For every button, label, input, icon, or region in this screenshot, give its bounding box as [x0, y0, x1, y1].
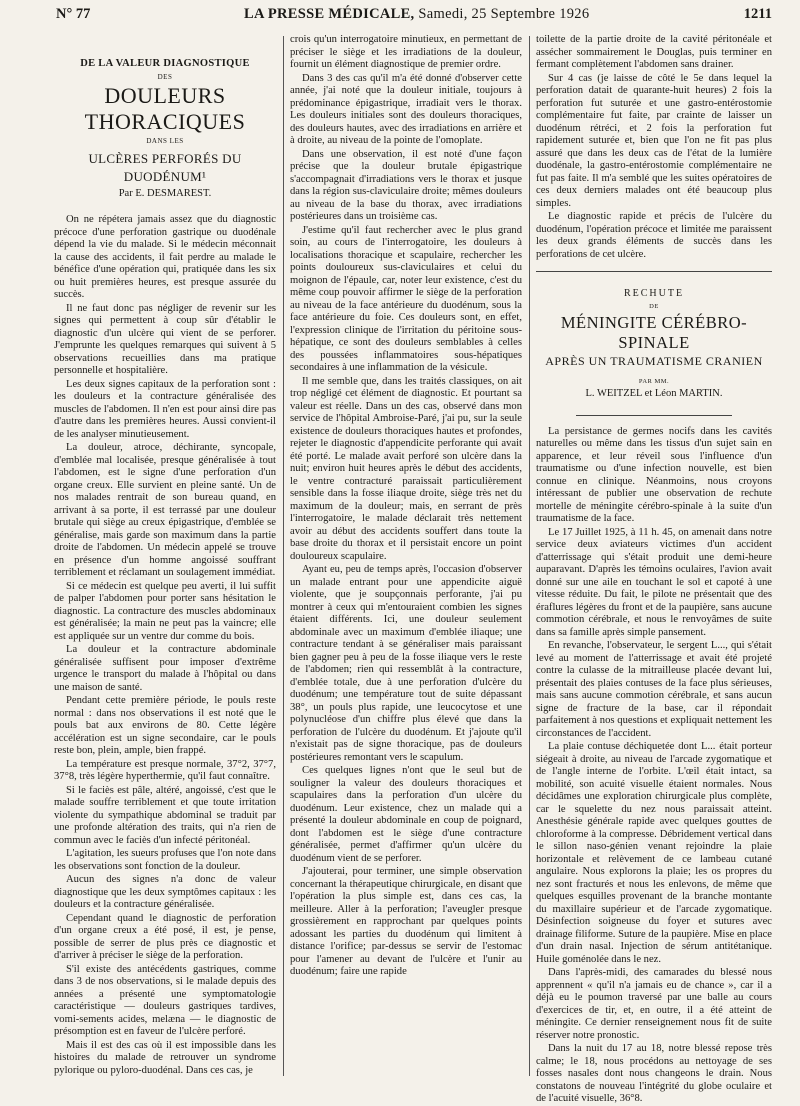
paragraph: Dans une observation, il est noté d'une façon précise que la douleur brutale épigastrique s'accompagnait d'irradiations vers le thorax et jusque dans la région sus-claviculaire droite; mêmes douleurs au niveau de la base du thorax, avec irradiations postérieures dans un troisième cas.	[290, 148, 522, 222]
article2-title: MÉNINGITE CÉRÉBRO-SPINALE	[560, 313, 748, 352]
article2-body	[536, 426, 772, 1106]
paragraph: On ne répétera jamais assez que du diagnostic précoce d'une perforation gastrique ou duodénale dépend la vie du malade. Si le médecin méconnait la cause des accidents, il fait perdre au malade le bénéfice d'une opération qui, pratiquée dans les six ou huit premières heures, est presque assurée du succès.	[54, 214, 276, 300]
section-divider	[536, 271, 772, 272]
page-number: 1211	[743, 6, 772, 22]
paragraph: crois qu'un interrogatoire minutieux, en permettant de préciser le siège et les irradiations de la douleur, fournit un élément diagnostique de premier ordre.	[290, 34, 522, 70]
paragraph: Si le faciès est pâle, altéré, angoissé, c'est que le malade souffre terriblement et que toute irritation violente du sympathique abdominal se traduit par une profonde altération des traits, qui n'a rien de commun avec le faciès d'un infecté péritonéal.	[54, 784, 276, 846]
paragraph: Ayant eu, peu de temps après, l'occasion d'observer un malade entrant pour une appendicite aiguë violente, que je soupçonnais perforante, j'ai pu montrer à ceux qui m'entouraient combien les signes étaient différents. Ici, une douleur seulement abdominale avec un maximum d'emblée iliaque; une contracture tendant à se généraliser mais paraissant bien gagner peu à peu de la fosse iliaque vers le reste de l'abdomen; rien qui ressemblât à la contracture, d'emblée totale, due à une perforation d'ulcère du duodénum; une température tout de suite dépassant 38°, un pouls plus rapide, une leucocytose et une polynucléose d'un chiffre plus élevé que dans la perforation de l'ulcère du duodénum. Et j'ajoute qu'il n'existait pas de signe thoracique, pas de douleurs postérieures remontant vers le scapulum.	[290, 564, 522, 763]
paragraph: La température est presque normale, 37°2, 37°7, 37°8, très légère hyperthermie, qu'il faut connaître.	[54, 758, 276, 782]
column-2	[290, 34, 522, 1074]
article-body-continued	[290, 34, 522, 979]
article-des: DES	[157, 72, 173, 81]
paragraph: La douleur, atroce, déchirante, syncopale, d'emblée mal localisée, presque généralisée à tout l'abdomen, est le signe d'une perforation d'un organe creux. Elle survient en pleine santé. Un de nos malades rentrait de son bureau quand, en arrivant à sa porte, il est terrassé par une douleur brutale qui siège au creux épigastrique, d'emblée se généralise, mais garde son maximum dans la partie droite de l'abdomen. Un médecin appelé se trouve en présence d'un homme angoissé souffrant terriblement et réclamant un soulagement immédiat.	[54, 442, 276, 578]
paragraph: Mais il est des cas où il est impossible dans les histoires du malade de retrouver un syndrome pylorique ou pyloro-duodénal. Dans ces cas, je	[54, 1039, 276, 1076]
paragraph: Aucun des signes n'a donc de valeur diagnostique que les deux symptômes capitaux : les douleurs et la contracture généralisée.	[54, 874, 276, 910]
issue-date: Samedi, 25 Septembre 1926	[414, 6, 590, 22]
article-author: Par E. DESMAREST.	[118, 187, 212, 199]
paragraph: Pendant cette première période, le pouls reste normal : dans nos observations il est noté que le pouls bat aux environs de 80. Cette légère accélération est un signe secondaire, car le pouls reste bon, plein, ample, bien frappé.	[54, 695, 276, 756]
article2-authors: L. WEITZEL et Léon MARTIN.	[585, 388, 723, 399]
paragraph: En revanche, l'observateur, le sergent L..., qui s'était levé au moment de l'atterrissage et avait été projeté contre la culasse de la mitrailleuse placée devant lui, présentait des plaies contuses de la face plus sérieuses, mais sans aucune commotion cérébrale, et sans aucun signe de fracture de la base, car il répondait parfaitement à nos questions et expliquait nettement les circonstances de l'accident.	[536, 640, 772, 739]
column-3	[536, 34, 772, 1104]
paragraph: Ces quelques lignes n'ont que le seul but de souligner la valeur des douleurs thoraciques et scapulaires dans la perforation d'un ulcère du duodénum. Leur existence, chez un malade qui a présenté la douleur abdominale en coup de poignard, dont l'abdomen est le siège d'une contracture généralisée, permet d'affirmer qu'un ulcère du duodénum vient de se perforer.	[290, 765, 522, 864]
paragraph: Il me semble que, dans les traités classiques, on ait trop négligé cet élément de diagnostic. Et pourtant sa valeur est réelle. Dans un des cas, observé dans mon service de l'hôpital Ambroise-Paré, j'ai pu, sur la seule existence de douleurs thoraciques hautes et profondes, rejeter le diagnostic d'appendicite perforante qui avait été porté. Le malade avait perforé son ulcère dans la nuit; environ huit heures après le début des accidents, le ventre contracturé paraissait particulièrement sensible dans la fosse iliaque droite, siège très net du maximum de la douleur; mais, en serrant de près l'interrogatoire, le malade déclarait très nettement avoir au début des accidents souffert dans toute la base droite du thorax et il persistait encore un point douloureux scapulaire.	[290, 375, 522, 562]
paragraph: La douleur et la contracture abdominale généralisée suffisent pour imposer d'extrême urgence le transport du malade à l'hôpital ou dans une maison de santé.	[54, 644, 276, 693]
paragraph: Dans l'après-midi, des camarades du blessé nous apprennent « qu'il n'a jamais eu de chance », car il a déjà eu le poumon traversé par une balle au cours d'exercices de tir, et, en outre, il a été atteint de méningite. Ce dernier renseignement nous fit de suite réserver notre pronostic.	[536, 967, 772, 1041]
paragraph: S'il existe des antécédents gastriques, comme dans 3 de nos observations, si le malade depuis des années a présenté une symptomatologie caractéristique — douleurs gastriques tardives, vomi-sements acides, melæna — le diagnostic de présomption est en faveur de l'ulcère perforé.	[54, 963, 276, 1037]
paragraph: Il ne faut donc pas négliger de revenir sur les signes qui permettent à coup sûr d'établir le diagnostic d'un ulcère qui vient de se perforer. J'emprunte les quelques remarques qui suivent à 5 observations recueillies dans ma pratique personnelle et hospitalière.	[54, 302, 276, 376]
paragraph: Dans 3 des cas qu'il m'a été donné d'observer cette année, j'ai noté que la douleur initiale, toujours à prédominance épigastrique, irradiait vers le thorax. Les douleurs initiales sont des douleurs thoraciques, des douleurs hautes, avec des irradiations en arrière et à droite, au niveau de la pointe de l'omoplate.	[290, 72, 522, 146]
page-header	[56, 6, 772, 24]
paragraph: Les deux signes capitaux de la perforation sont : les douleurs et la contracture généralisée des muscles de l'abdomen. Il n'en est pour ainsi dire pas d'autre dans les premières heures. Aussi convient-il de les analyser minutieusement.	[54, 378, 276, 440]
journal-title	[244, 6, 589, 23]
journal-name: LA PRESSE MÉDICALE,	[244, 6, 415, 22]
article-conclusion	[536, 34, 772, 261]
paragraph: toilette de la partie droite de la cavité péritonéale et assécher sommairement le Douglas, puis terminer en fermant complètement l'abdomen sans drainer.	[536, 34, 772, 70]
article2-kicker: RECHUTE	[623, 288, 685, 299]
paragraph: L'agitation, les sueurs profuses que l'on note dans les observations sont fonction de la douleur.	[54, 848, 276, 872]
article-title: DOULEURS THORACIQUES	[84, 83, 246, 134]
paragraph: Sur 4 cas (je laisse de côté le 5e dans lequel la perforation datait de quarante-huit heures) 2 fois la perforation fut suturée et une gastro-entérostomie complémentaire fut faite, par crainte de laisser un duodénum rétréci, et 2 fois la perforation fut rapidement suturée et, bien que l'on ne fit pas plus assuré que dans les deux cas de l'état de la lumière duodénale, la gastro-entérostomie complémentaire ne fut pas faite. Il m'a semblé que les suites opératoires de ces deux derniers malades ont été beaucoup plus simples.	[536, 72, 772, 209]
column-divider	[529, 36, 530, 1076]
paragraph: Le diagnostic rapide et précis de l'ulcère du duodénum, l'opération précoce et limitée me paraissent les deux grands éléments de succès dans les perforations de cet ulcère.	[536, 211, 772, 260]
issue-number: N° 77	[56, 6, 91, 22]
paragraph: Si ce médecin est quelque peu averti, il lui suffit de palper l'abdomen pour porter sans hésitation le diagnostic. La contracture des muscles abdominaux est généralisée; la main ne peut pas la vaincre; elle est appliquée sur un ventre dur comme du bois.	[54, 580, 276, 642]
article-dans-les: DANS LES	[146, 137, 184, 145]
article-subtitle: ULCÈRES PERFORÉS DU DUODÉNUM¹	[88, 150, 242, 184]
column-divider	[283, 36, 284, 1076]
paragraph: Cependant quand le diagnostic de perforation d'un organe creux a été posé, il est, je pense, possible de serrer de plus près ce diagnostic et d'arriver à préciser le siège de la perforation.	[54, 912, 276, 961]
article-body	[54, 214, 276, 1077]
article2-par-mm: PAR MM.	[638, 377, 670, 385]
column-1	[54, 38, 276, 1078]
paragraph: Dans la nuit du 17 au 18, notre blessé repose très calme; le 18, nous procédons au nettoyage de ses fosses nasales dont nous changeons le drain. Nous constatons de nouveau l'intégrité du globe oculaire et de l'acuité visuelle, 36°8.	[536, 1043, 772, 1104]
paragraph: La plaie contuse déchiquetée dont L... était porteur siégeait à droite, au niveau de l'arcade zygomatique et de l'angle interne de l'orbite. L'œil était intact, sa mobilité, son acuité visuelle étaient normales. Nous décidâmes une exploration chirurgicale plus complète, car le squelette du nez nous paraissait atteint. Anesthésie générale rapide avec quelques gouttes de chloroforme à la compresse. Débridement vertical dans le sillon naso-génien venant rejoindre la plaie horizontale et relèvement de ce lambeau cutané angulaire. Nous explorons la plaie; les os propres du nez sont fracturés et nous les enlevons, de même que quelques esquilles provenant de la branche montante du maxillaire supérieur et de l'arcade zygomatique. Désinfection soigneuse du foyer et sutures avec drainage filiforme. Suture de la paupière. Mise en place d'un drain nasal. Injection de sérum antitétanique. Huile goménolée dans le nez.	[536, 741, 772, 965]
paragraph: Le 17 Juillet 1925, à 11 h. 45, on amenait dans notre service deux aviateurs victimes d'un accident d'atterrissage qui s'était produit une demi-heure auparavant. D'après les témoins oculaires, l'avion avait donné sur une aile en touchant le sol et capoté à une vitesse réduite. Du fait, le pilote ne présentait que des éraflures légères du front et de la paupière, sans aucune commotion cérébrale, et nous le renvoyâmes de suite dans sa famille après simple pansement.	[536, 526, 772, 638]
paragraph: J'estime qu'il faut rechercher avec le plus grand soin, au cours de l'interrogatoire, les douleurs à localisations thoracique et scapulaire, rechercher les points douloureux sus-claviculaires et celui du moignon de l'épaule, car, noter leur existence, c'est du même coup pouvoir affirmer le siège de la perforation au niveau de la face antérieure du duodénum, sous la face antérieure du foie. Ces douleurs sont, en effet, l'expression clinique de l'irritation du péritoine sous-hépatique, ce sont des douleurs semblables à celles des poussées inflammatoires sous-hépatiques secondaires à une inflammation de la vésicule.	[290, 224, 522, 373]
article2-subtitle: APRÈS UN TRAUMATISME CRANIEN	[545, 354, 763, 368]
paragraph: La persistance de germes nocifs dans les cavités naturelles ou même dans les tissus d'un sujet sain en apparence, et leur réveil sous l'influence d'un traumatisme ou d'une infection nouvelle, est bien connue en clinique. Néanmoins, nous croyons intéressant de publier une observation de rechute mortelle de méningite cérébro-spinale à la suite d'un traumatisme de la face.	[536, 425, 772, 524]
article-kicker: DE LA VALEUR DIAGNOSTIQUE	[80, 58, 250, 69]
article2-de: DE	[649, 302, 659, 310]
paragraph: J'ajouterai, pour terminer, une simple observation concernant la thérapeutique chirurgicale, en disant que l'opération la plus simple est, dans ces cas, la meilleure. Aller à la perforation; l'aveugler presque grossièrement en rapprochant par quelques points adossant les parties du duodénum qui limitent à distance l'orifice; par-dessus se servir de l'estomac pour l'amener au devant de l'ulcère et l'unir au duodénum; faire une rapide	[290, 866, 522, 977]
